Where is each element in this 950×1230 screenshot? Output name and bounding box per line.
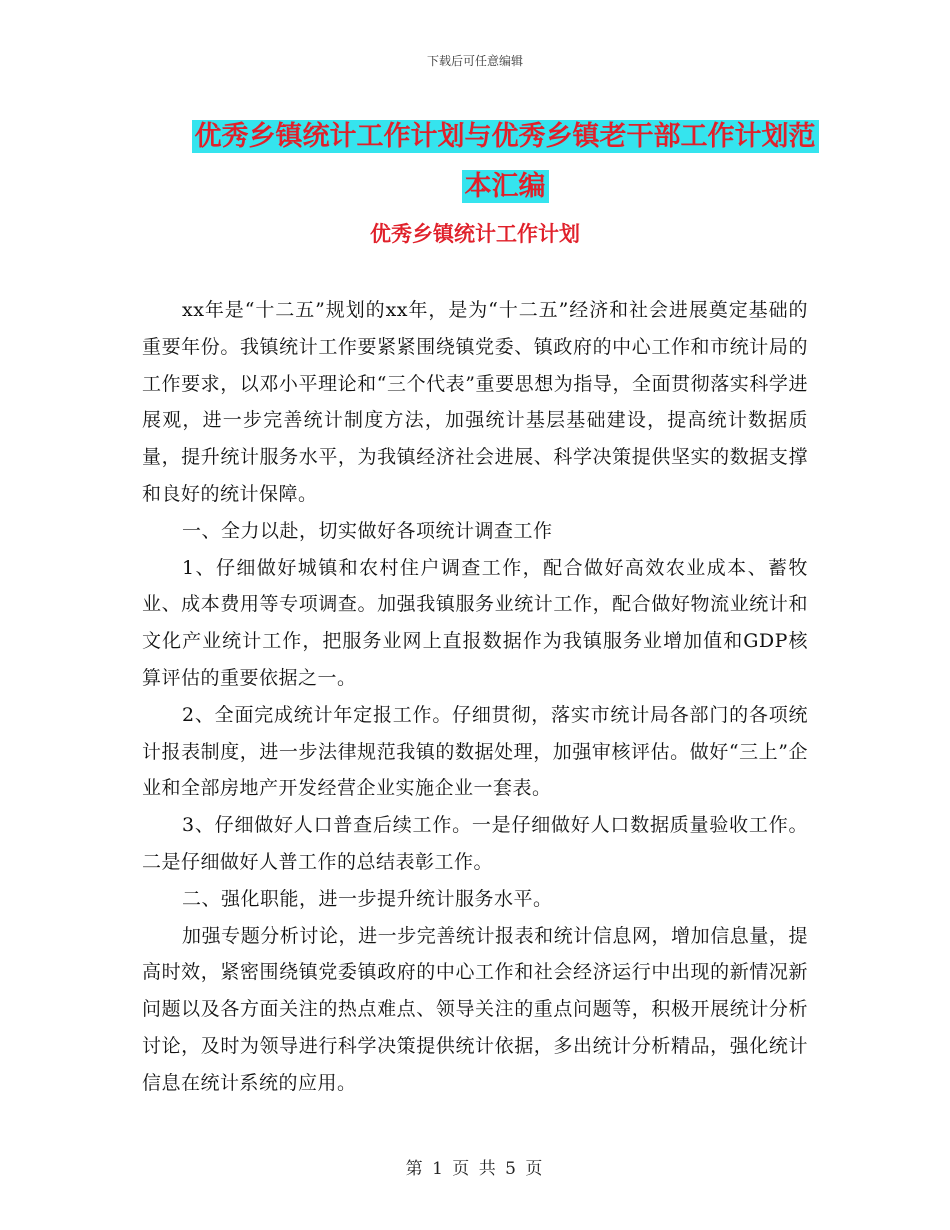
document-title-line-1: 优秀乡镇统计工作计划与优秀乡镇老干部工作计划范 xyxy=(192,120,819,153)
paragraph-heading-1: 一、全力以赴，切实做好各项统计调查工作 xyxy=(182,519,553,542)
section-title: 优秀乡镇统计工作计划 xyxy=(370,222,580,246)
paragraph-item-2: 2、全面完成统计年定报工作。仔细贯彻，落实市统计局各部门的各项统计报表制度，进一步法律规范我镇的数据处理，加强审核评估。做好“三上”企业和全部房地产开发经营企业实施企业一套表。 xyxy=(142,703,808,800)
header-note: 下载后可任意编辑 xyxy=(426,54,523,68)
paragraph-analysis: 加强专题分析讨论，进一步完善统计报表和统计信息网，增加信息量，提高时效，紧密围绕镇党委镇政府的中心工作和社会经济运行中出现的新情况新问题以及各方面关注的热点难点、领导关注的重点问题等，积极开展统计分析讨论，及时为领导进行科学决策提供统计依据，多出统计分析精品，强化统计信息在统计系统的应用。 xyxy=(142,924,808,1094)
paragraph-item-3: 3、仔细做好人口普查后续工作。一是仔细做好人口数据质量验收工作。二是仔细做好人普工作的总结表彰工作。 xyxy=(142,814,808,873)
document-body xyxy=(142,292,808,1102)
paragraph-intro: xx年是“十二五”规划的xx年，是为“十二五”经济和社会进展奠定基础的重要年份。我镇统计工作要紧紧围绕镇党委、镇政府的中心工作和市统计局的工作要求，以邓小平理论和“三个代表”重要思想为指导，全面贯彻落实科学进展观，进一步完善统计制度方法，加强统计基层基础建设，提高统计数据质量，提升统计服务水平，为我镇经济社会进展、科学决策提供坚实的数据支撑和良好的统计保障。 xyxy=(142,299,808,505)
document-title xyxy=(120,112,890,212)
document-title-line-2: 本汇编 xyxy=(462,170,549,203)
paragraph-item-1: 1、仔细做好城镇和农村住户调查工作，配合做好高效农业成本、蓄牧业、成本费用等专项调查。加强我镇服务业统计工作，配合做好物流业统计和文化产业统计工作，把服务业网上直报数据作为我镇服务业增加值和GDP核算评估的重要依据之一。 xyxy=(142,556,808,689)
paragraph-heading-2: 二、强化职能，进一步提升统计服务水平。 xyxy=(182,887,553,910)
page-footer: 第 1 页 共 5 页 xyxy=(405,1159,545,1179)
